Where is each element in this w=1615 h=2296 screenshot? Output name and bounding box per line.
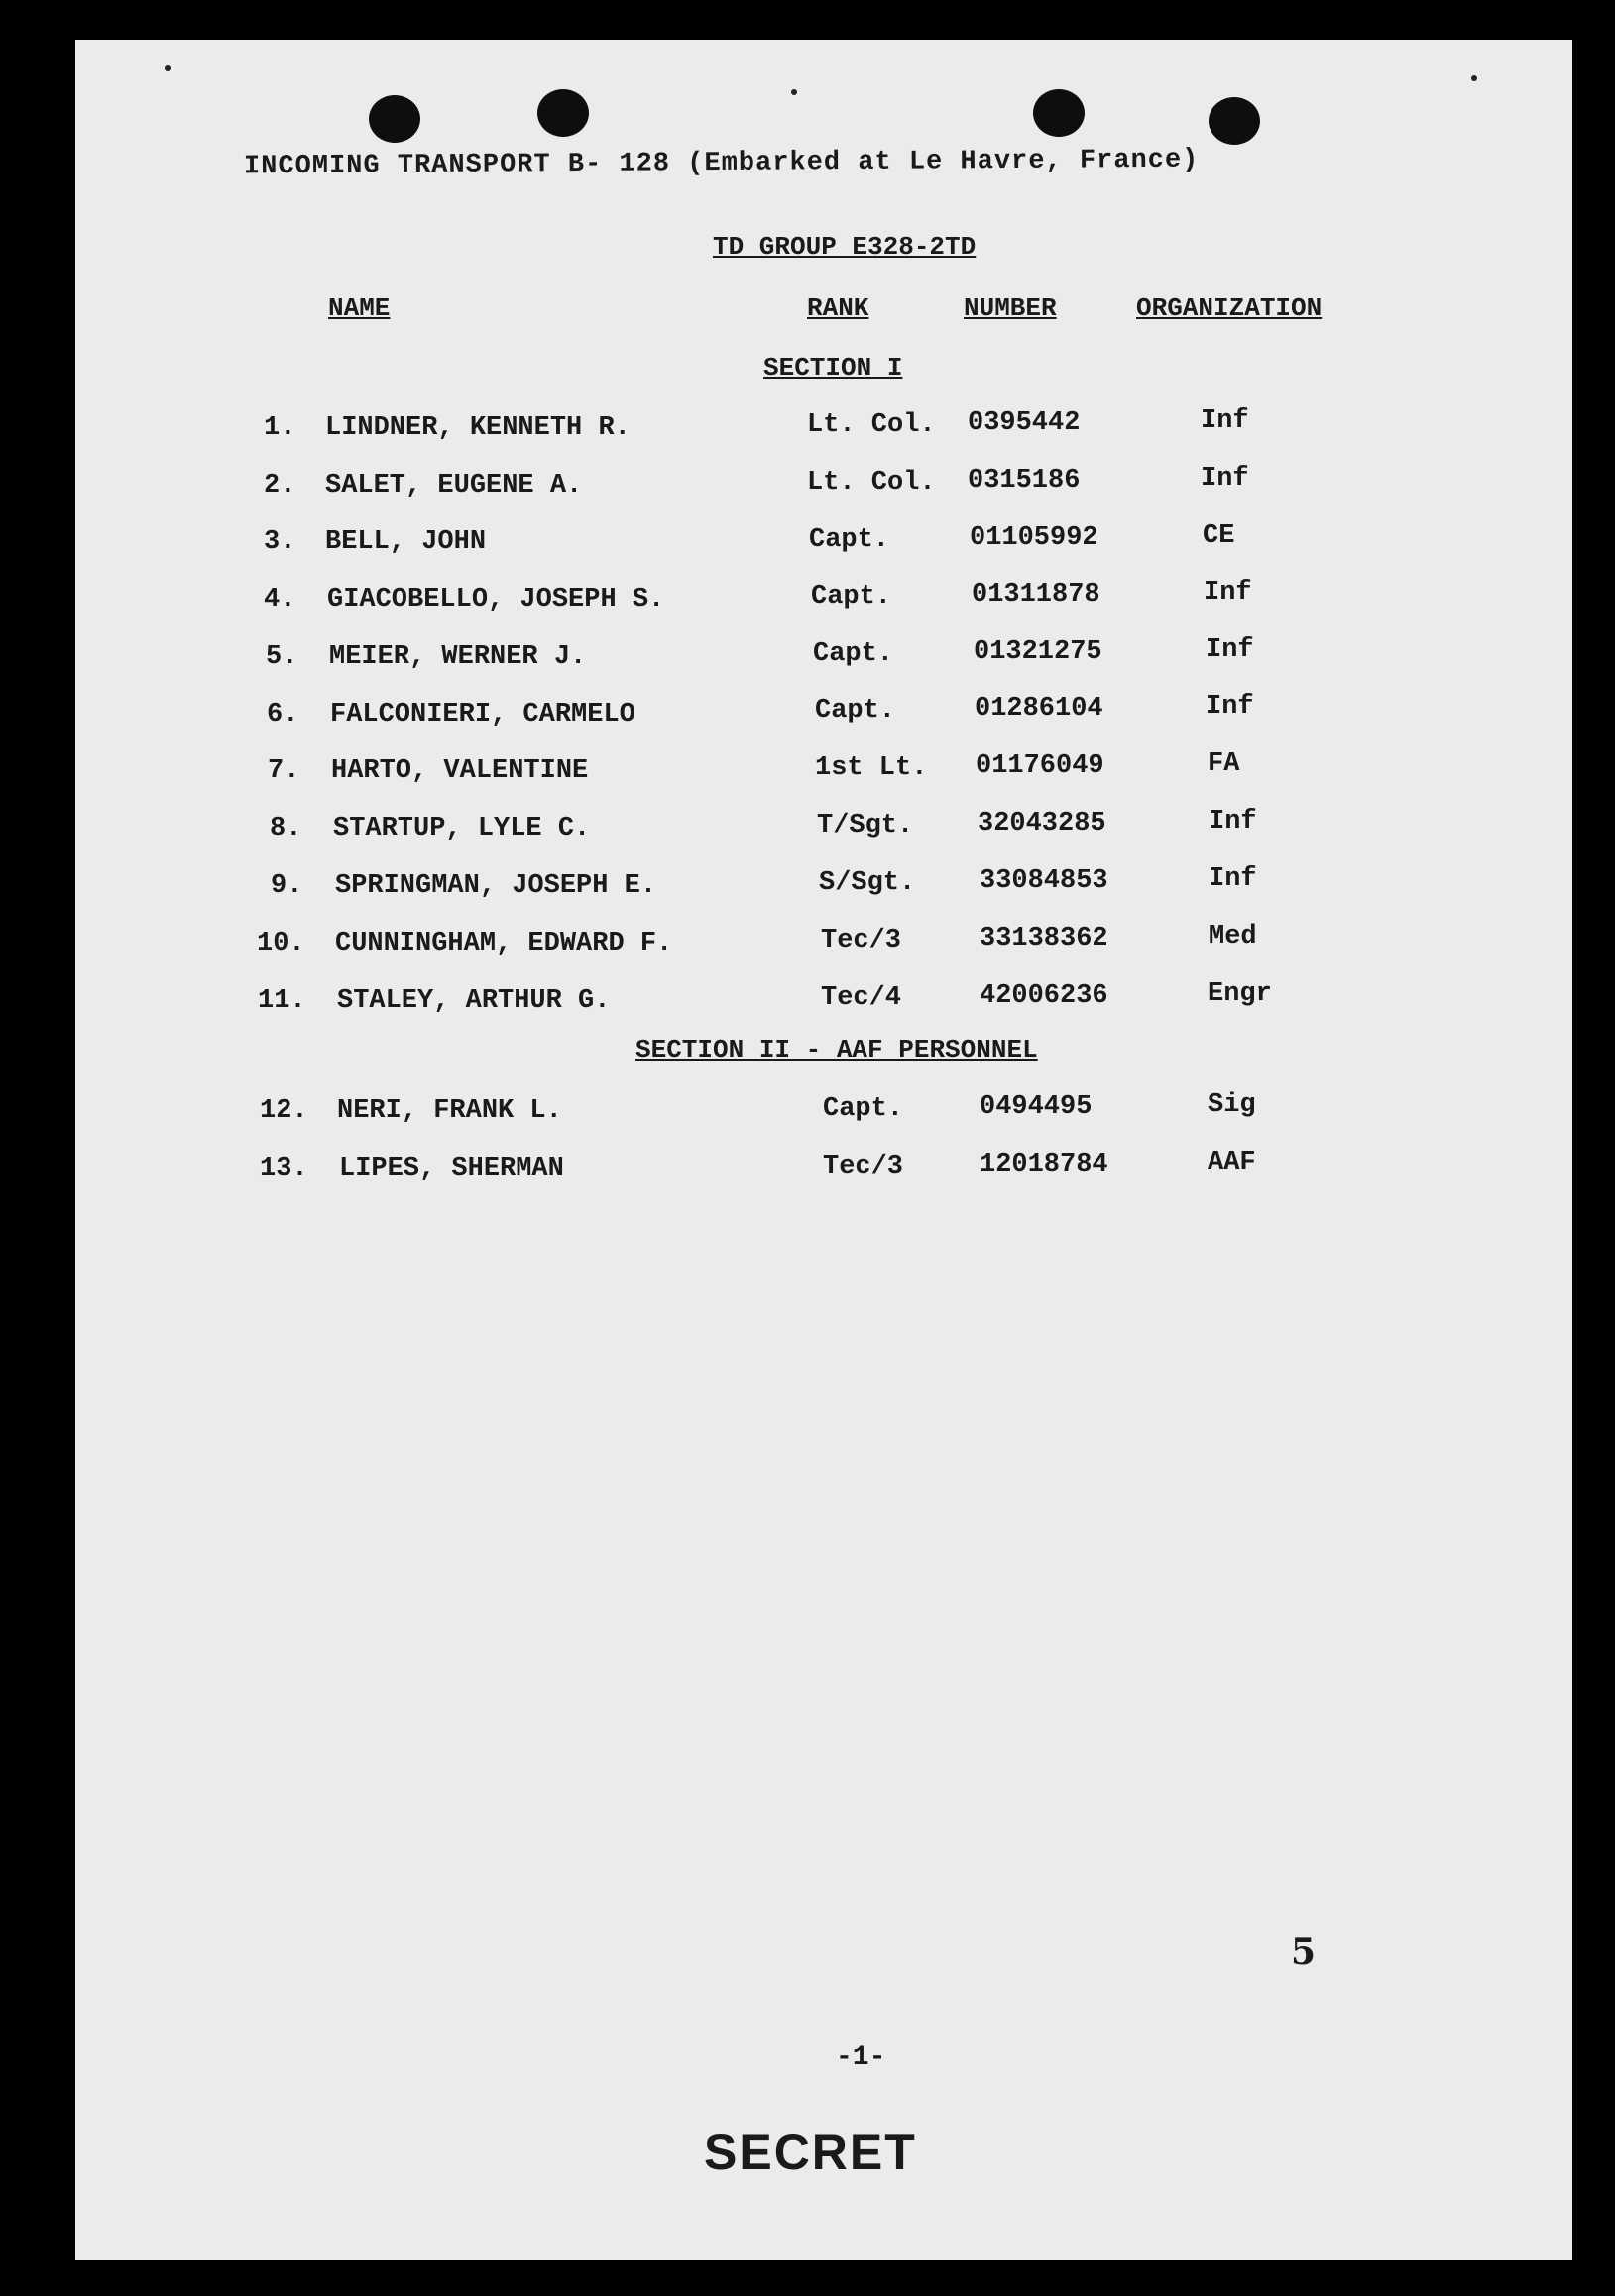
speck <box>165 65 171 71</box>
row-rank: 1st Lt. <box>815 753 928 783</box>
row-service-number: 01286104 <box>975 694 1103 724</box>
speck <box>791 89 797 95</box>
punch-hole <box>1033 89 1085 137</box>
row-organization: Inf <box>1201 464 1249 494</box>
row-service-number: 0494495 <box>980 1092 1093 1122</box>
row-organization: Med <box>1209 922 1257 952</box>
row-name: BELL, JOHN <box>325 527 487 557</box>
row-number: 10. <box>257 929 305 959</box>
row-number: 8. <box>270 814 302 844</box>
row-service-number: 01105992 <box>970 523 1098 553</box>
row-organization: Inf <box>1206 635 1254 665</box>
row-name: LINDNER, KENNETH R. <box>325 413 631 443</box>
row-number: 9. <box>271 871 303 901</box>
row-name: LIPES, SHERMAN <box>339 1154 564 1184</box>
row-rank: Tec/4 <box>821 983 902 1013</box>
punch-hole <box>1209 97 1260 145</box>
section-title: SECTION I <box>763 353 903 383</box>
group-line: TD GROUP E328-2TD <box>713 232 977 262</box>
classification-stamp: SECRET <box>704 2124 917 2180</box>
row-name: HARTO, VALENTINE <box>331 756 589 786</box>
row-name: GIACOBELLO, JOSEPH S. <box>327 585 665 615</box>
row-organization: Inf <box>1209 807 1257 837</box>
row-service-number: 42006236 <box>980 981 1108 1011</box>
row-rank: Capt. <box>811 582 892 612</box>
row-name: FALCONIERI, CARMELO <box>330 700 635 730</box>
row-name: MEIER, WERNER J. <box>329 642 587 672</box>
row-organization: AAF <box>1208 1148 1256 1178</box>
row-rank: Lt. Col. <box>807 410 936 440</box>
row-name: SALET, EUGENE A. <box>325 471 583 501</box>
row-name: SPRINGMAN, JOSEPH E. <box>335 871 657 901</box>
punch-hole <box>537 89 589 137</box>
section-title: SECTION II - AAF PERSONNEL <box>635 1035 1038 1065</box>
row-name: STALEY, ARTHUR G. <box>337 986 611 1016</box>
row-name: NERI, FRANK L. <box>337 1096 562 1126</box>
row-number: 5. <box>266 642 298 672</box>
row-number: 11. <box>258 986 306 1016</box>
row-rank: Tec/3 <box>823 1152 904 1182</box>
row-organization: FA <box>1208 749 1240 779</box>
row-rank: Capt. <box>823 1094 904 1124</box>
row-service-number: 12018784 <box>980 1150 1108 1180</box>
row-number: 13. <box>260 1154 308 1184</box>
row-number: 2. <box>264 471 296 501</box>
row-rank: T/Sgt. <box>817 811 914 841</box>
page-number: 5 <box>1291 1931 1317 1973</box>
row-organization: Inf <box>1204 578 1252 608</box>
name-header: NAME <box>328 293 391 323</box>
document-page <box>75 40 1572 2260</box>
row-organization: Inf <box>1201 406 1249 436</box>
transport-line: INCOMING TRANSPORT B- 128 (Embarked at Le Havre, France) <box>243 145 1200 182</box>
row-number: 1. <box>264 413 296 443</box>
row-rank: Tec/3 <box>821 926 902 956</box>
row-service-number: 0395442 <box>968 408 1081 438</box>
row-number: 12. <box>260 1096 308 1126</box>
row-organization: CE <box>1203 521 1235 551</box>
row-service-number: 01176049 <box>976 751 1104 781</box>
row-number: 6. <box>267 700 299 730</box>
row-organization: Inf <box>1209 864 1257 894</box>
organization-header: ORGANIZATION <box>1136 293 1323 323</box>
row-service-number: 33138362 <box>980 924 1108 954</box>
row-rank: S/Sgt. <box>819 868 916 898</box>
row-service-number: 0315186 <box>968 466 1081 496</box>
speck <box>1471 75 1477 81</box>
punch-hole <box>369 95 420 143</box>
row-service-number: 32043285 <box>978 809 1106 839</box>
row-number: 3. <box>264 527 296 557</box>
row-service-number: 33084853 <box>980 866 1108 896</box>
row-name: CUNNINGHAM, EDWARD F. <box>335 929 673 959</box>
row-rank: Capt. <box>815 696 896 726</box>
row-rank: Capt. <box>813 639 894 669</box>
rank-header: RANK <box>807 293 869 323</box>
row-organization: Sig <box>1208 1091 1256 1120</box>
row-organization: Inf <box>1206 692 1254 722</box>
row-name: STARTUP, LYLE C. <box>333 814 591 844</box>
number-header: NUMBER <box>964 293 1057 323</box>
folio: -1- <box>836 2042 886 2073</box>
row-service-number: 01321275 <box>974 637 1102 667</box>
row-number: 7. <box>268 756 300 786</box>
row-rank: Capt. <box>809 525 890 555</box>
row-service-number: 01311878 <box>972 580 1100 610</box>
row-organization: Engr <box>1208 979 1272 1009</box>
row-number: 4. <box>264 585 296 615</box>
row-rank: Lt. Col. <box>807 468 936 498</box>
